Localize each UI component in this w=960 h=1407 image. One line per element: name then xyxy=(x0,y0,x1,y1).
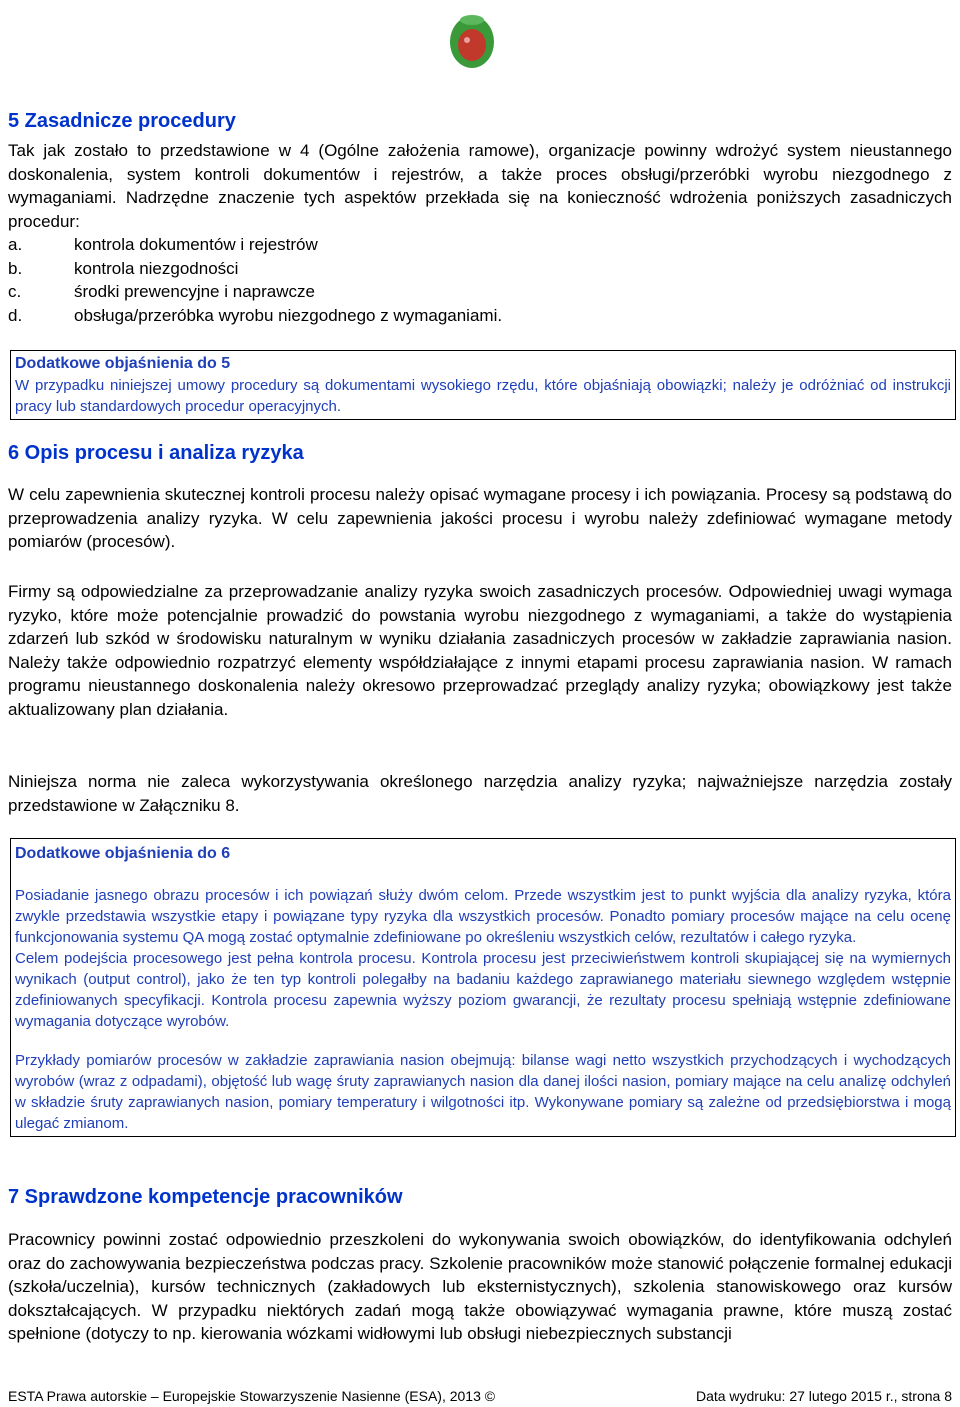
explanation-box-6-text-1: Posiadanie jasnego obrazu procesów i ich powiązań służy dwóm celom. Przede wszystkim jest to punkt wyjścia dla analizy ryzyka, która zwykle przedstawia wszystkie etapy i powiązane typy ryzyka dla wszystkich procesów. Ponadto pomiary procesów mające na celu ocenę funkcjonowania systemu QA mogą zostać optymalnie zdefiniowane po określeniu wszystkich celów, rezultatów i całego ryzyka. xyxy=(15,887,951,946)
section-6-paragraph-2: Firmy są odpowiedzialne za przeprowadzanie analizy ryzyka swoich zasadniczych procesów. Odpowiedniej uwagi wymaga ryzyko, które może potencjalnie prowadzić do powstania wyrobu niezgodnego z wymaganiami, a także do wystąpienia zdarzeń lub szkód w środowisku naturalnym w wyniku działania zasadniczych procesów w zakładzie zaprawiania nasion. Należy także odpowiednio rozpatrzyć elementy współdziałające z innymi etapami procesu zaprawiania nasion. W ramach programu nieustannego doskonalenia należy okresowo przeprowadzać przeglądy analizy ryzyka; obowiązkowy jest także aktualizowany plan działania. xyxy=(8,582,952,719)
procedure-list xyxy=(8,233,952,327)
page-footer xyxy=(8,1388,952,1404)
section-7-paragraph-1: Pracownicy powinni zostać odpowiednio przeszkoleni do wykonywania swoich obowiązków, do identyfikowania odchyleń oraz do zachowywania bezpieczeństwa podczas pracy. Szkolenie pracowników może stanowić połączenie formalnej edukacji (szkoła/uczelnia), kursów technicznych (zakładowych lub eksternistycznych), szkolenia stanowiskowego oraz kursów dokształcających. W przypadku niektórych zadań mogą także obowiązywać wymagania prawne, które muszą zostać spełnione (dotyczy to np. kierowania wózkami widłowymi lub obsługi niebezpiecznych substancji xyxy=(8,1230,952,1343)
section-5-intro: Tak jak zostało to przedstawione w 4 (Ogólne założenia ramowe), organizacje powinny wdrożyć system nieustannego doskonalenia, system kontroli dokumentów i rejestrów, a także proces obsługi/przeróbki wyrobu niezgodnego z wymaganiami. Nadrzędne znaczenie tych aspektów przekłada się na konieczność wdrożenia poniższych zasadniczych procedur: xyxy=(8,141,952,231)
list-item: b. kontrola niezgodności xyxy=(8,258,239,278)
list-item: a. kontrola dokumentów i rejestrów xyxy=(8,235,318,254)
list-item: c. środki prewencyjne i naprawcze xyxy=(8,282,315,301)
explanation-box-6-text-2: Celem podejścia procesowego jest pełna kontrola procesu. Kontrola procesu jest przeciwieństwem kontroli skupiającej się na wymiernych wynikach (output control), jako że ten typ kontroli polegałby na badaniu każdego zaprawianego materiału siewnego względem wstępnie zdefiniowanych specyfikacji. Kontrola procesu zapewnia wyższy poziom gwarancji, że rezultaty procesu spełniają wstępnie zdefiniowane wymagania dotyczące wyrobów. xyxy=(15,950,951,1030)
explanation-box-5-heading: Dodatkowe objaśnienia do 5 xyxy=(15,355,231,372)
explanation-box-6 xyxy=(10,838,956,1137)
section-6-paragraph-1: W celu zapewnienia skutecznej kontroli procesu należy opisać wymagane procesy i ich powiązania. Procesy są podstawą do przeprowadzenia analizy ryzyka. W celu zapewnienia jakości procesu i wyrobu należy zdefiniować wymagane metody pomiarów (procesów). xyxy=(8,485,952,551)
section-6-paragraph-3: Niniejsza norma nie zaleca wykorzystywania określonego narzędzia analizy ryzyka; najważniejsze narzędzia zostały przedstawione w Załączniku 8. xyxy=(8,772,952,815)
explanation-box-6-heading: Dodatkowe objaśnienia do 6 xyxy=(15,845,231,862)
section-7-title: 7 Sprawdzone kompetencje pracowników xyxy=(8,1186,403,1208)
explanation-box-5 xyxy=(10,350,956,420)
explanation-box-6-text-3: Przykłady pomiarów procesów w zakładzie zaprawiania nasion obejmują: bilanse wagi netto wszystkich przychodzących i wychodzących wyrobów (wraz z odpadami), objętość lub wagę śruty zaprawianych nasion dla danej ilości nasion, pomiary mające na celu analizę odchyleń w składzie śruty zaprawianych nasion, pomiary temperatury i wilgotności itp. Wykonywane pomiary są zależne od przedsiębiorstwa i mogą ulegać zmianom. xyxy=(15,1052,951,1132)
footer-print-date: Data wydruku: 27 lutego 2015 r., strona 8 xyxy=(695,1388,952,1404)
organization-logo xyxy=(447,8,497,70)
section-6-title: 6 Opis procesu i analiza ryzyka xyxy=(8,442,304,464)
section-5-title: 5 Zasadnicze procedury xyxy=(8,110,236,132)
list-item: d. obsługa/przeróbka wyrobu niezgodnego z wymaganiami. xyxy=(8,305,503,325)
footer-copyright: ESTA Prawa autorskie – Europejskie Stowarzyszenie Nasienne (ESA), 2013 © xyxy=(8,1388,496,1404)
explanation-box-5-text: W przypadku niniejszej umowy procedury są dokumentami wysokiego rzędu, które objaśniają obowiązki; należy je odróżniać od instrukcji pracy lub standardowych procedur operacyjnych. xyxy=(15,377,951,415)
